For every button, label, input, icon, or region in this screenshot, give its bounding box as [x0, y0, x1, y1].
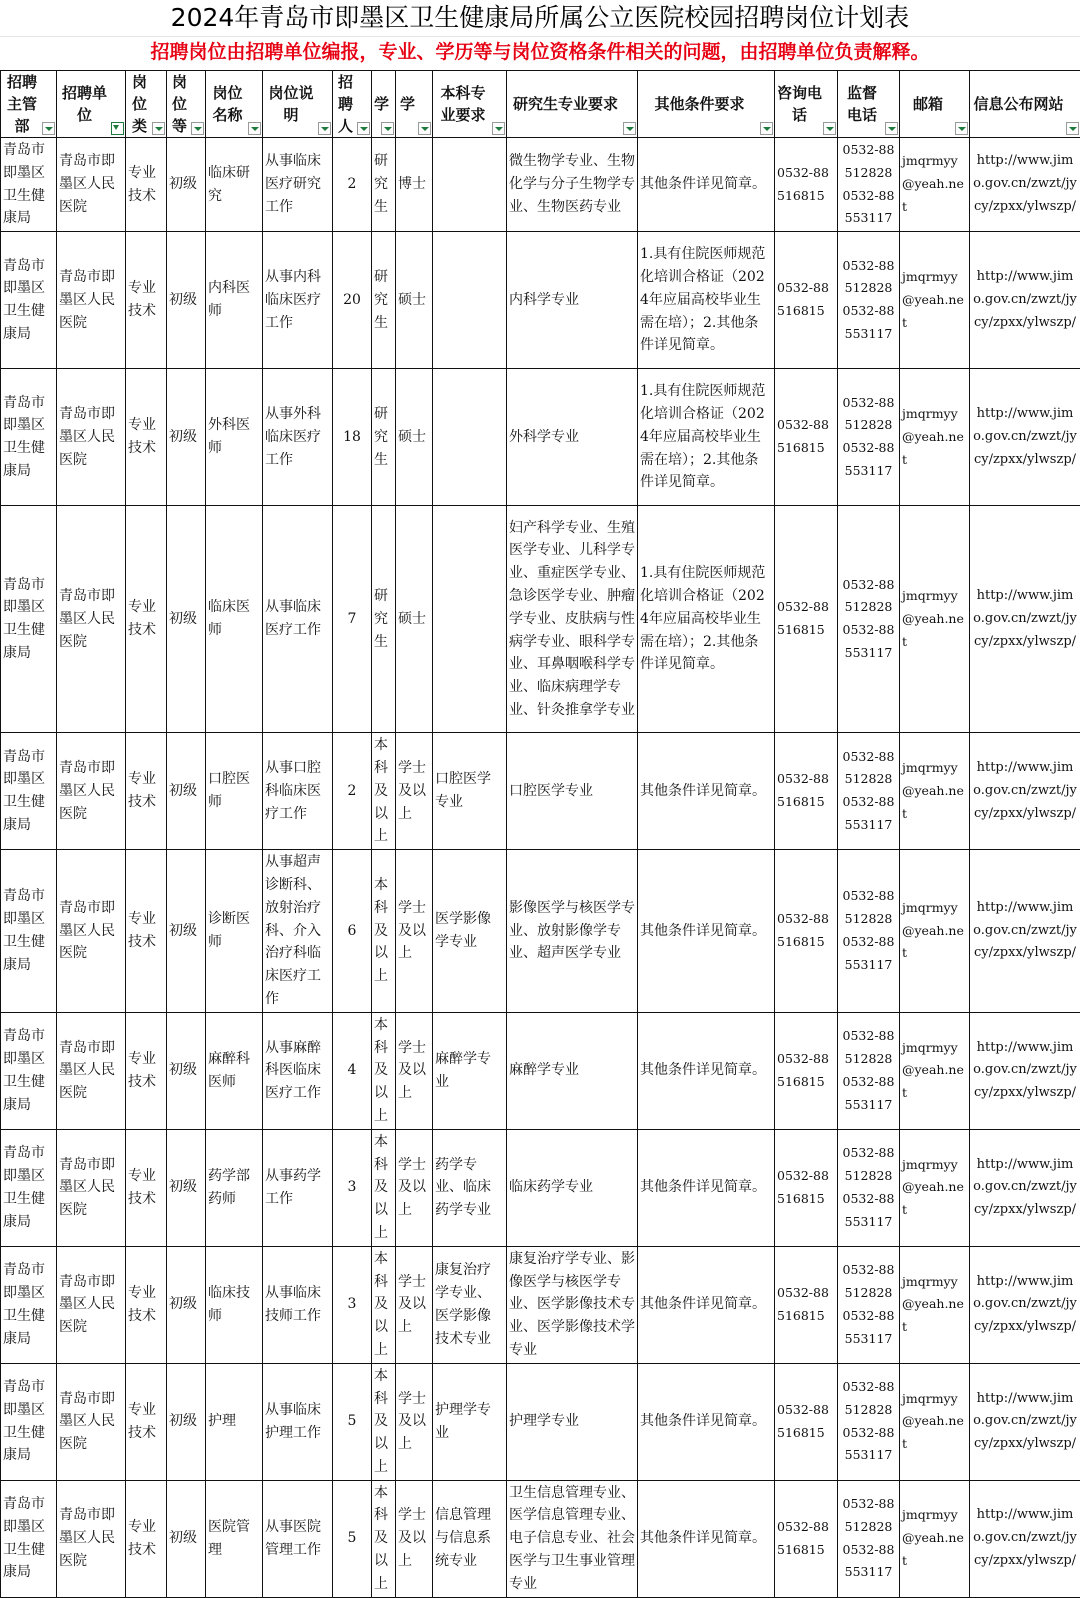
cell-type: 专业技术: [126, 850, 167, 1013]
column-header: 咨询电话: [775, 71, 838, 138]
table-row: [1, 369, 1080, 506]
cell-supervise-phone: 0532-88512828 0532-88553117: [838, 1480, 900, 1597]
cell-bachelor-major: [433, 369, 507, 506]
cell-supervise-phone: 0532-88512828 0532-88553117: [838, 1363, 900, 1480]
cell-email: jmqrmyy@yeah.net: [900, 506, 970, 733]
cell-dept: 青岛市即墨区卫生健康局: [1, 138, 57, 232]
cell-graduate-major: 微生物学专业、生物化学与分子生物学专业、生物医药专业: [507, 138, 638, 232]
cell-level: 初级: [167, 1012, 206, 1129]
filter-dropdown-icon[interactable]: [318, 122, 331, 135]
cell-unit: 青岛市即墨区人民医院: [57, 1129, 126, 1246]
cell-level: 初级: [167, 850, 206, 1013]
cell-count: 5: [333, 1363, 372, 1480]
cell-degree: 学士及以上: [396, 1012, 433, 1129]
cell-education: 研究生: [372, 232, 396, 369]
column-header: 招聘单位: [57, 71, 126, 138]
cell-count: 6: [333, 850, 372, 1013]
cell-bachelor-major: 口腔医学专业: [433, 733, 507, 850]
cell-count: 4: [333, 1012, 372, 1129]
cell-position-name: 医院管理: [206, 1480, 263, 1597]
cell-email: jmqrmyy@yeah.net: [900, 1246, 970, 1363]
cell-other-requirements: 1.具有住院医师规范化培训合格证（2024年应届高校毕业生需在培）；2.其他条件详见简章。: [638, 232, 775, 369]
cell-other-requirements: 1.具有住院医师规范化培训合格证（2024年应届高校毕业生需在培）；2.其他条件详见简章。: [638, 369, 775, 506]
cell-email: jmqrmyy@yeah.net: [900, 733, 970, 850]
cell-bachelor-major: 药学专业、临床药学专业: [433, 1129, 507, 1246]
cell-degree: 硕士: [396, 369, 433, 506]
filter-dropdown-icon[interactable]: [492, 122, 505, 135]
cell-bachelor-major: [433, 232, 507, 369]
cell-supervise-phone: 0532-88512828 0532-88553117: [838, 369, 900, 506]
cell-dept: 青岛市即墨区卫生健康局: [1, 1129, 57, 1246]
cell-count: 5: [333, 1480, 372, 1597]
filter-active-icon[interactable]: [111, 122, 124, 135]
column-header: 邮箱: [900, 71, 970, 138]
cell-website: http://www.jimo.gov.cn/zwzt/jycy/zpxx/ylwszp/: [970, 1480, 1080, 1597]
cell-supervise-phone: 0532-88512828 0532-88553117: [838, 1129, 900, 1246]
cell-bachelor-major: 信息管理与信息系统专业: [433, 1480, 507, 1597]
cell-education: 本科及以上: [372, 1480, 396, 1597]
filter-dropdown-icon[interactable]: [623, 122, 636, 135]
cell-unit: 青岛市即墨区人民医院: [57, 1012, 126, 1129]
page-title: 2024年青岛市即墨区卫生健康局所属公立医院校园招聘岗位计划表: [0, 0, 1080, 36]
cell-type: 专业技术: [126, 1363, 167, 1480]
cell-position-name: 诊断医师: [206, 850, 263, 1013]
cell-count: 3: [333, 1129, 372, 1246]
column-header: 监督电话: [838, 71, 900, 138]
cell-dept: 青岛市即墨区卫生健康局: [1, 1363, 57, 1480]
cell-website: http://www.jimo.gov.cn/zwzt/jycy/zpxx/ylwszp/: [970, 232, 1080, 369]
cell-position-desc: 从事临床护理工作: [263, 1363, 333, 1480]
cell-consult-phone: 0532-88516815: [775, 1129, 838, 1246]
cell-supervise-phone: 0532-88512828 0532-88553117: [838, 1246, 900, 1363]
filter-dropdown-icon[interactable]: [418, 122, 431, 135]
cell-dept: 青岛市即墨区卫生健康局: [1, 369, 57, 506]
column-header: 研究生专业要求: [507, 71, 638, 138]
cell-type: 专业技术: [126, 1480, 167, 1597]
cell-graduate-major: 护理学专业: [507, 1363, 638, 1480]
column-header: 岗位类: [126, 71, 167, 138]
cell-unit: 青岛市即墨区人民医院: [57, 138, 126, 232]
cell-education: 本科及以上: [372, 1363, 396, 1480]
cell-unit: 青岛市即墨区人民医院: [57, 850, 126, 1013]
cell-degree: 学士及以上: [396, 850, 433, 1013]
cell-education: 研究生: [372, 506, 396, 733]
cell-website: http://www.jimo.gov.cn/zwzt/jycy/zpxx/ylwszp/: [970, 733, 1080, 850]
cell-other-requirements: 1.具有住院医师规范化培训合格证（2024年应届高校毕业生需在培）；2.其他条件详见简章。: [638, 506, 775, 733]
cell-website: http://www.jimo.gov.cn/zwzt/jycy/zpxx/ylwszp/: [970, 850, 1080, 1013]
cell-other-requirements: 其他条件详见简章。: [638, 733, 775, 850]
filter-dropdown-icon[interactable]: [1066, 122, 1079, 135]
cell-graduate-major: 外科学专业: [507, 369, 638, 506]
cell-degree: 硕士: [396, 232, 433, 369]
cell-level: 初级: [167, 369, 206, 506]
cell-type: 专业技术: [126, 1246, 167, 1363]
cell-website: http://www.jimo.gov.cn/zwzt/jycy/zpxx/ylwszp/: [970, 1363, 1080, 1480]
filter-dropdown-icon[interactable]: [760, 122, 773, 135]
cell-graduate-major: 口腔医学专业: [507, 733, 638, 850]
filter-dropdown-icon[interactable]: [357, 122, 370, 135]
table-row: [1, 506, 1080, 733]
cell-count: 2: [333, 138, 372, 232]
filter-dropdown-icon[interactable]: [885, 122, 898, 135]
cell-supervise-phone: 0532-88512828 0532-88553117: [838, 1012, 900, 1129]
recruitment-table: [0, 70, 1080, 1598]
cell-graduate-major: 麻醉学专业: [507, 1012, 638, 1129]
column-header: 学: [396, 71, 433, 138]
cell-email: jmqrmyy@yeah.net: [900, 1129, 970, 1246]
cell-level: 初级: [167, 1246, 206, 1363]
cell-count: 20: [333, 232, 372, 369]
cell-email: jmqrmyy@yeah.net: [900, 1363, 970, 1480]
cell-position-name: 临床医师: [206, 506, 263, 733]
cell-graduate-major: 内科学专业: [507, 232, 638, 369]
cell-email: jmqrmyy@yeah.net: [900, 1012, 970, 1129]
cell-supervise-phone: 0532-88512828 0532-88553117: [838, 506, 900, 733]
filter-dropdown-icon[interactable]: [152, 122, 165, 135]
cell-bachelor-major: [433, 506, 507, 733]
filter-dropdown-icon[interactable]: [955, 122, 968, 135]
cell-other-requirements: 其他条件详见简章。: [638, 1129, 775, 1246]
cell-degree: 学士及以上: [396, 1480, 433, 1597]
cell-website: http://www.jimo.gov.cn/zwzt/jycy/zpxx/ylwszp/: [970, 138, 1080, 232]
cell-position-name: 临床研究: [206, 138, 263, 232]
cell-level: 初级: [167, 1363, 206, 1480]
cell-position-desc: 从事外科临床医疗工作: [263, 369, 333, 506]
cell-consult-phone: 0532-88516815: [775, 506, 838, 733]
cell-count: 7: [333, 506, 372, 733]
filter-dropdown-icon[interactable]: [823, 122, 836, 135]
cell-count: 18: [333, 369, 372, 506]
cell-dept: 青岛市即墨区卫生健康局: [1, 850, 57, 1013]
cell-level: 初级: [167, 506, 206, 733]
filter-dropdown-icon[interactable]: [191, 122, 204, 135]
cell-email: jmqrmyy@yeah.net: [900, 1480, 970, 1597]
cell-type: 专业技术: [126, 232, 167, 369]
column-header: 岗位等: [167, 71, 206, 138]
cell-position-desc: 从事内科临床医疗工作: [263, 232, 333, 369]
column-header: 学: [372, 71, 396, 138]
column-header: 本科专业要求: [433, 71, 507, 138]
cell-degree: 学士及以上: [396, 1363, 433, 1480]
cell-count: 3: [333, 1246, 372, 1363]
cell-email: jmqrmyy@yeah.net: [900, 369, 970, 506]
cell-unit: 青岛市即墨区人民医院: [57, 1363, 126, 1480]
cell-type: 专业技术: [126, 506, 167, 733]
cell-bachelor-major: 麻醉学专业: [433, 1012, 507, 1129]
cell-dept: 青岛市即墨区卫生健康局: [1, 232, 57, 369]
column-header: 其他条件要求: [638, 71, 775, 138]
cell-bachelor-major: 护理学专业: [433, 1363, 507, 1480]
cell-supervise-phone: 0532-88512828 0532-88553117: [838, 138, 900, 232]
cell-education: 研究生: [372, 369, 396, 506]
cell-level: 初级: [167, 733, 206, 850]
cell-unit: 青岛市即墨区人民医院: [57, 1246, 126, 1363]
table-row: [1, 1129, 1080, 1246]
table-row: [1, 138, 1080, 232]
notice-banner: 招聘岗位由招聘单位编报，专业、学历等与岗位资格条件相关的问题，由招聘单位负责解释。: [0, 36, 1080, 67]
cell-graduate-major: 影像医学与核医学专业、放射影像学专业、超声医学专业: [507, 850, 638, 1013]
cell-other-requirements: 其他条件详见简章。: [638, 138, 775, 232]
cell-email: jmqrmyy@yeah.net: [900, 232, 970, 369]
cell-education: 本科及以上: [372, 733, 396, 850]
cell-dept: 青岛市即墨区卫生健康局: [1, 506, 57, 733]
cell-position-name: 口腔医师: [206, 733, 263, 850]
cell-count: 2: [333, 733, 372, 850]
cell-dept: 青岛市即墨区卫生健康局: [1, 1246, 57, 1363]
table-row: [1, 850, 1080, 1013]
cell-education: 本科及以上: [372, 1129, 396, 1246]
cell-level: 初级: [167, 138, 206, 232]
cell-bachelor-major: [433, 138, 507, 232]
cell-position-desc: 从事临床技师工作: [263, 1246, 333, 1363]
cell-position-name: 内科医师: [206, 232, 263, 369]
cell-consult-phone: 0532-88516815: [775, 1480, 838, 1597]
cell-type: 专业技术: [126, 138, 167, 232]
cell-education: 本科及以上: [372, 850, 396, 1013]
cell-consult-phone: 0532-88516815: [775, 369, 838, 506]
cell-dept: 青岛市即墨区卫生健康局: [1, 1012, 57, 1129]
cell-dept: 青岛市即墨区卫生健康局: [1, 1480, 57, 1597]
cell-supervise-phone: 0532-88512828 0532-88553117: [838, 733, 900, 850]
table-row: [1, 1480, 1080, 1597]
table-row: [1, 1012, 1080, 1129]
cell-position-desc: 从事麻醉科医临床医疗工作: [263, 1012, 333, 1129]
cell-level: 初级: [167, 1129, 206, 1246]
cell-position-name: 临床技师: [206, 1246, 263, 1363]
cell-consult-phone: 0532-88516815: [775, 850, 838, 1013]
cell-education: 本科及以上: [372, 1012, 396, 1129]
cell-degree: 博士: [396, 138, 433, 232]
cell-position-desc: 从事临床医疗研究工作: [263, 138, 333, 232]
cell-unit: 青岛市即墨区人民医院: [57, 506, 126, 733]
cell-position-name: 外科医师: [206, 369, 263, 506]
header-row: [1, 71, 1080, 138]
cell-consult-phone: 0532-88516815: [775, 1246, 838, 1363]
table-row: [1, 1363, 1080, 1480]
table-row: [1, 1246, 1080, 1363]
cell-website: http://www.jimo.gov.cn/zwzt/jycy/zpxx/ylwszp/: [970, 369, 1080, 506]
cell-consult-phone: 0532-88516815: [775, 232, 838, 369]
cell-unit: 青岛市即墨区人民医院: [57, 232, 126, 369]
cell-email: jmqrmyy@yeah.net: [900, 850, 970, 1013]
filter-dropdown-icon[interactable]: [248, 122, 261, 135]
cell-website: http://www.jimo.gov.cn/zwzt/jycy/zpxx/ylwszp/: [970, 1129, 1080, 1246]
filter-dropdown-icon[interactable]: [42, 122, 55, 135]
cell-position-desc: 从事药学工作: [263, 1129, 333, 1246]
cell-type: 专业技术: [126, 733, 167, 850]
cell-consult-phone: 0532-88516815: [775, 138, 838, 232]
cell-degree: 硕士: [396, 506, 433, 733]
cell-education: 研究生: [372, 138, 396, 232]
cell-education: 本科及以上: [372, 1246, 396, 1363]
column-header: 招聘人: [333, 71, 372, 138]
column-header: 招聘主管部: [1, 71, 57, 138]
cell-supervise-phone: 0532-88512828 0532-88553117: [838, 232, 900, 369]
cell-type: 专业技术: [126, 1129, 167, 1246]
cell-consult-phone: 0532-88516815: [775, 1363, 838, 1480]
cell-position-desc: 从事超声诊断科、放射治疗科、介入治疗科临床医疗工作: [263, 850, 333, 1013]
cell-email: jmqrmyy@yeah.net: [900, 138, 970, 232]
cell-graduate-major: 妇产科学专业、生殖医学专业、儿科学专业、重症医学专业、急诊医学专业、肿瘤学专业、皮肤病与性病学专业、眼科学专业、耳鼻咽喉科学专业、临床病理学专业、针灸推拿学专业: [507, 506, 638, 733]
cell-unit: 青岛市即墨区人民医院: [57, 1480, 126, 1597]
column-header: 岗位说明: [263, 71, 333, 138]
table-row: [1, 733, 1080, 850]
cell-position-name: 药学部药师: [206, 1129, 263, 1246]
cell-graduate-major: 卫生信息管理专业、医学信息管理专业、电子信息专业、社会医学与卫生事业管理专业: [507, 1480, 638, 1597]
cell-bachelor-major: 康复治疗学专业、医学影像技术专业: [433, 1246, 507, 1363]
cell-other-requirements: 其他条件详见简章。: [638, 850, 775, 1013]
cell-position-name: 护理: [206, 1363, 263, 1480]
cell-graduate-major: 临床药学专业: [507, 1129, 638, 1246]
table-row: [1, 232, 1080, 369]
column-header: 岗位名称: [206, 71, 263, 138]
cell-website: http://www.jimo.gov.cn/zwzt/jycy/zpxx/ylwszp/: [970, 1246, 1080, 1363]
cell-position-desc: 从事医院管理工作: [263, 1480, 333, 1597]
cell-level: 初级: [167, 232, 206, 369]
cell-level: 初级: [167, 1480, 206, 1597]
cell-bachelor-major: 医学影像学专业: [433, 850, 507, 1013]
cell-degree: 学士及以上: [396, 1129, 433, 1246]
cell-degree: 学士及以上: [396, 1246, 433, 1363]
cell-website: http://www.jimo.gov.cn/zwzt/jycy/zpxx/ylwszp/: [970, 506, 1080, 733]
cell-position-name: 麻醉科医师: [206, 1012, 263, 1129]
cell-type: 专业技术: [126, 1012, 167, 1129]
cell-unit: 青岛市即墨区人民医院: [57, 369, 126, 506]
cell-degree: 学士及以上: [396, 733, 433, 850]
cell-supervise-phone: 0532-88512828 0532-88553117: [838, 850, 900, 1013]
cell-other-requirements: 其他条件详见简章。: [638, 1246, 775, 1363]
cell-position-desc: 从事临床医疗工作: [263, 506, 333, 733]
cell-graduate-major: 康复治疗学专业、影像医学与核医学专业、医学影像技术专业、医学影像技术学专业: [507, 1246, 638, 1363]
cell-unit: 青岛市即墨区人民医院: [57, 733, 126, 850]
filter-dropdown-icon[interactable]: [381, 122, 394, 135]
cell-consult-phone: 0532-88516815: [775, 1012, 838, 1129]
cell-dept: 青岛市即墨区卫生健康局: [1, 733, 57, 850]
cell-website: http://www.jimo.gov.cn/zwzt/jycy/zpxx/ylwszp/: [970, 1012, 1080, 1129]
cell-type: 专业技术: [126, 369, 167, 506]
table-body: [1, 138, 1080, 1598]
cell-other-requirements: 其他条件详见简章。: [638, 1480, 775, 1597]
cell-other-requirements: 其他条件详见简章。: [638, 1363, 775, 1480]
cell-position-desc: 从事口腔科临床医疗工作: [263, 733, 333, 850]
cell-consult-phone: 0532-88516815: [775, 733, 838, 850]
column-header: 信息公布网站: [970, 71, 1080, 138]
cell-other-requirements: 其他条件详见简章。: [638, 1012, 775, 1129]
